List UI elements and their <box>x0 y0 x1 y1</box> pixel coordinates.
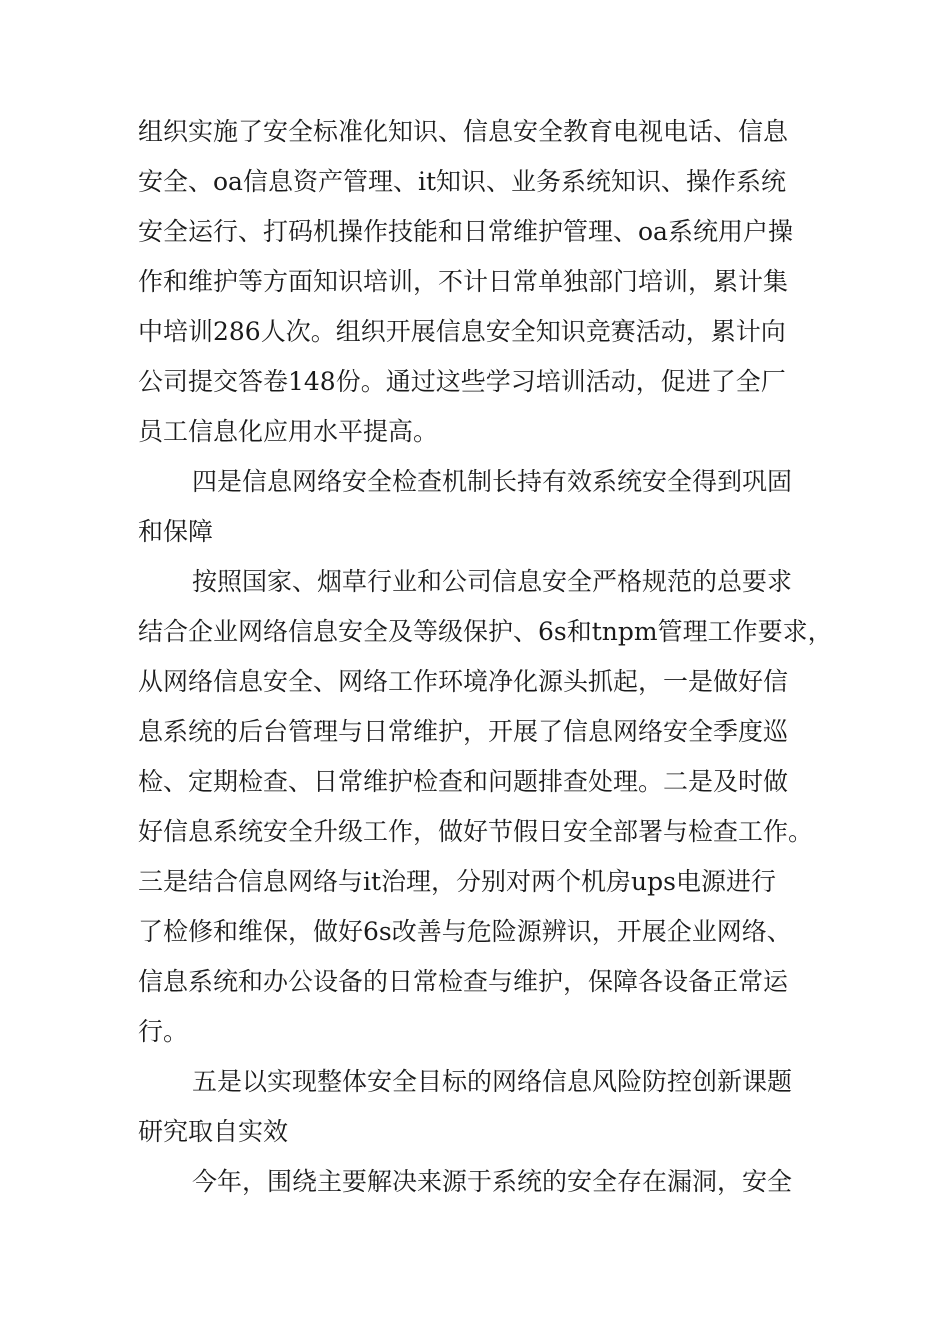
text-line: 息系统的后台管理与日常维护，开展了信息网络安全季度巡 <box>138 717 789 746</box>
section-heading: 五是以实现整体安全目标的网络信息风险防控创新课题 <box>192 1067 793 1096</box>
text-line: 了检修和维保，做好6s改善与危险源辨识，开展企业网络、 <box>138 917 792 946</box>
text-line: 结合企业网络信息安全及等级保护、6s和tnpm管理工作要求， <box>138 617 833 646</box>
text-line: 三是结合信息网络与it治理，分别对两个机房ups电源进行 <box>138 867 776 896</box>
text-line: 安全、oa信息资产管理、it知识、业务系统知识、操作系统 <box>138 167 787 196</box>
section-heading-continued: 研究取自实效 <box>138 1117 289 1146</box>
text-line: 公司提交答卷148份。通过这些学习培训活动，促进了全厂 <box>138 367 786 396</box>
text-line: 中培训286人次。组织开展信息安全知识竞赛活动，累计向 <box>138 317 786 346</box>
text-line: 好信息系统安全升级工作，做好节假日安全部署与检查工作。 <box>138 817 814 846</box>
text-line: 员工信息化应用水平提高。 <box>138 417 439 446</box>
text-line: 从网络信息安全、网络工作环境净化源头抓起，一是做好信 <box>138 667 789 696</box>
text-line: 行。 <box>138 1017 189 1046</box>
section-heading-continued: 和保障 <box>138 517 214 546</box>
text-line: 组织实施了安全标准化知识、信息安全教育电视电话、信息 <box>138 117 789 146</box>
text-line: 安全运行、打码机操作技能和日常维护管理、oa系统用户操 <box>138 217 793 246</box>
section-heading: 四是信息网络安全检查机制长持有效系统安全得到巩固 <box>192 467 793 496</box>
text-line: 作和维护等方面知识培训，不计日常单独部门培训，累计集 <box>138 267 789 296</box>
text-line: 今年，围绕主要解决来源于系统的安全存在漏洞，安全 <box>192 1167 793 1196</box>
text-line: 检、定期检查、日常维护检查和问题排查处理。二是及时做 <box>138 767 789 796</box>
text-line: 信息系统和办公设备的日常检查与维护，保障各设备正常运 <box>138 967 789 996</box>
text-line: 按照国家、烟草行业和公司信息安全严格规范的总要求 <box>192 567 793 596</box>
